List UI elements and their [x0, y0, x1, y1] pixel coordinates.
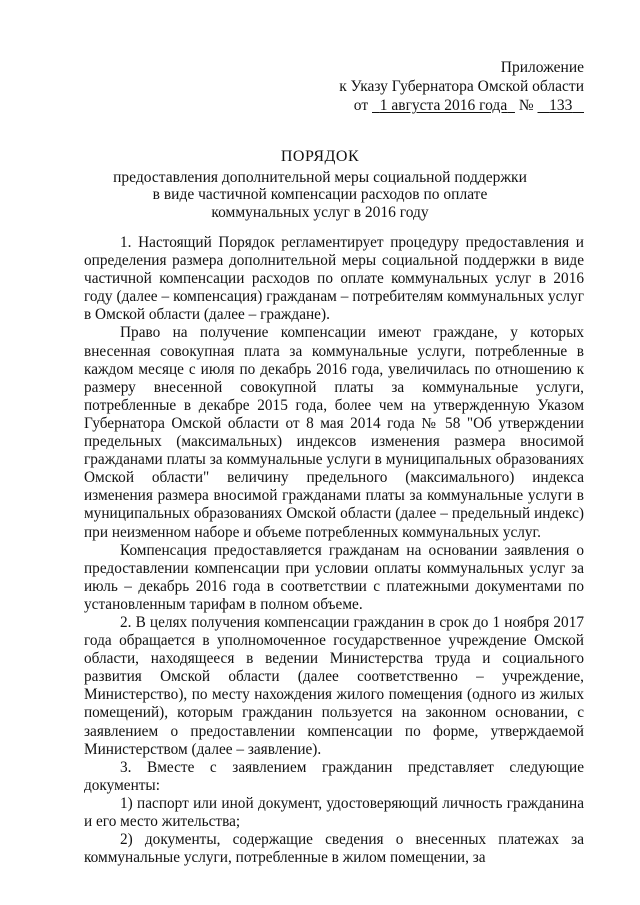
date-prefix: от: [353, 97, 369, 114]
document-title: [0, 148, 640, 221]
paragraph-5: 3. Вместе с заявлением гражданин представляет следующие документы:: [84, 758, 584, 794]
number-prefix: №: [518, 97, 534, 114]
paragraph-2: Право на получение компенсации имеют граждане, у которых внесенная совокупная плата за коммунальные услуги, потребленные в каждом месяце с июля по декабрь 2016 года, увеличилась по отношению к размеру внесенной совокупной платы за коммунальные услуги, потребленные в декабре 2015 года, более чем на утвержденную Указом Губернатора Омской области от 8 мая 2014 года № 58 "Об утверждении предельных (максимальных) индексов изменения размера вносимой гражданами платы за коммунальные услуги в муниципальных образованиях Омской области" величину предельного (максимального) индекса изменения размера вносимой гражданами платы за коммунальные услуги в муниципальных образованиях Омской области (далее – предельный индекс) при неизменном наборе и объеме потребленных коммунальных услуг.: [84, 324, 584, 541]
decree-date: 1 августа 2016 года: [379, 97, 508, 114]
title-line-1: предоставления дополнительной меры социальной поддержки: [113, 168, 527, 186]
decree-number: 133: [549, 97, 573, 114]
appendix-label: Приложение: [500, 59, 584, 76]
paragraph-1: 1. Настоящий Порядок регламентирует процедуру предоставления и определения размера дополнительной меры социальной поддержки в виде частичной компенсации расходов по оплате коммунальных услуг в 2016 году (далее – компенсация) гражданам – потребителям коммунальных услуг в Омской области (далее – граждане).: [84, 234, 584, 324]
paragraph-4: 2. В целях получения компенсации гражданин в срок до 1 ноября 2017 года обращается в уполномоченное государственное учреждение Омской области, находящееся в ведении Министерства труда и социального развития Омской области (далее соответственно – учреждение, Министерство), по месту нахождения жилого помещения (одного из жилых помещений), которым гражданин пользуется на законном основании, с заявлением о предоставлении компенсации по форме, утверждаемой Министерством (далее – заявление).: [84, 613, 584, 758]
document-body: [84, 234, 584, 867]
title-line-2: в виде частичной компенсации расходов по оплате: [152, 186, 488, 203]
paragraph-7: 2) документы, содержащие сведения о внесенных платежах за коммунальные услуги, потребленные в жилом помещении, за: [84, 831, 584, 867]
title-heading: ПОРЯДОК: [280, 148, 360, 165]
appendix-block: [339, 58, 584, 115]
appendix-date-number: [339, 96, 584, 115]
title-line-3: коммунальных услуг в 2016 году: [211, 203, 429, 221]
paragraph-6: 1) паспорт или иной документ, удостоверяющий личность гражданина и его место жительства;: [84, 794, 584, 830]
paragraph-3: Компенсация предоставляется гражданам на основании заявления о предоставлении компенсации при условии оплаты коммунальных услуг за июль – декабрь 2016 года в соответствии с платежными документами по установленным тарифам в полном объеме.: [84, 541, 584, 613]
appendix-decree-reference: к Указу Губернатора Омской области: [339, 78, 584, 95]
